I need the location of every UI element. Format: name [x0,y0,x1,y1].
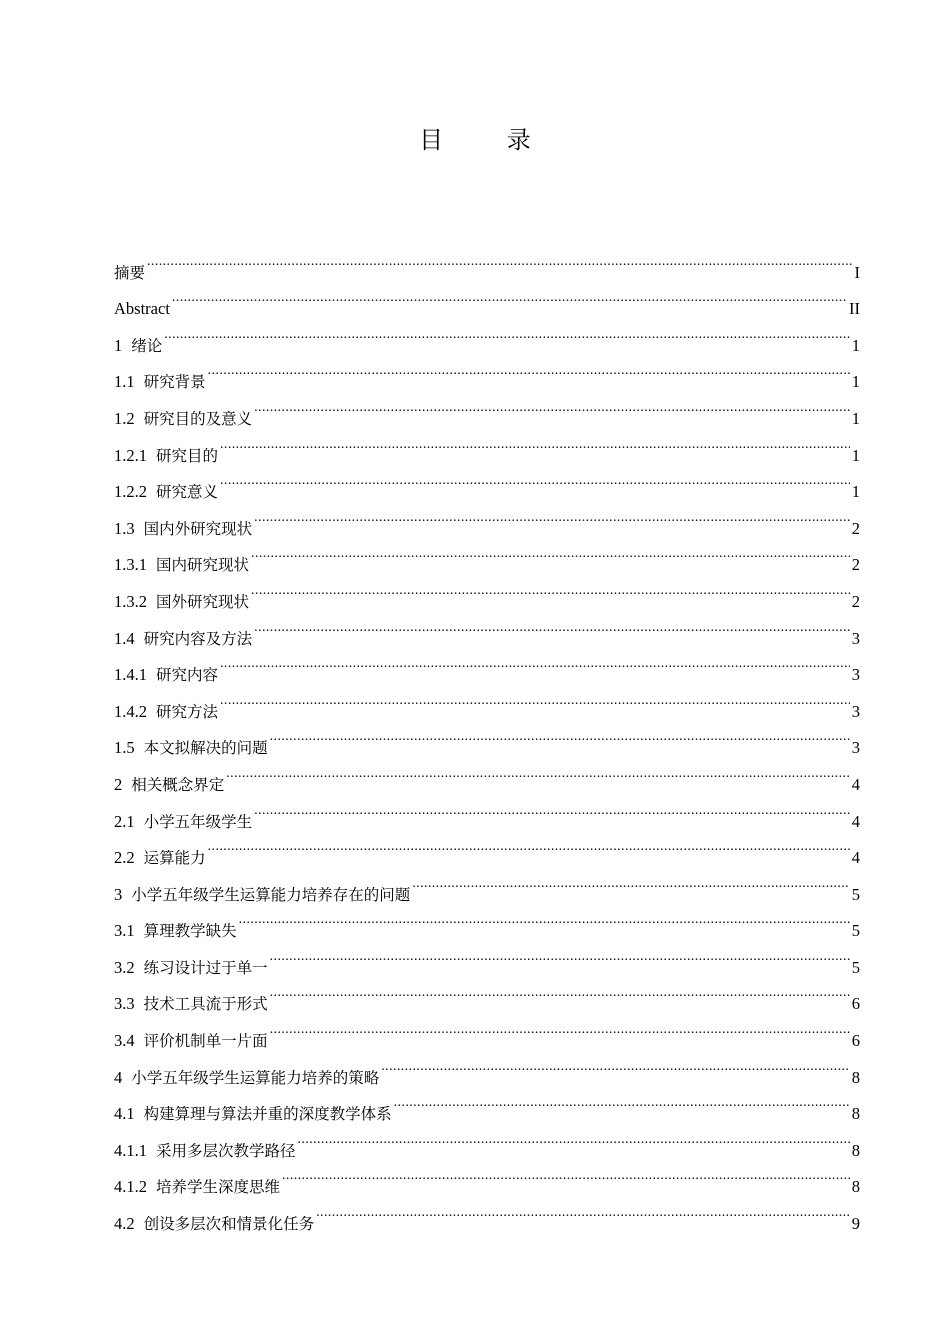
toc-page-number: II [849,299,860,319]
toc-section-number: 1 [114,335,123,355]
toc-page-number: 1 [851,408,860,428]
toc-section-number: 4.2 [114,1214,135,1234]
toc-entry-label [114,986,268,1023]
toc-section-number: 4.1 [114,1104,135,1124]
toc-entry[interactable] [114,680,860,721]
toc-dot-leader [254,387,850,424]
toc-page-number: 2 [851,591,860,611]
toc-dot-leader [220,680,850,717]
toc-entry-label [114,657,218,694]
toc-section-title: 研究背景 [143,373,206,392]
toc-dot-leader [220,461,850,498]
page-title: 目 录 [419,126,559,154]
toc-entry[interactable] [114,314,860,355]
toc-dot-leader [254,790,850,827]
toc-entry[interactable] [114,497,860,538]
toc-dot-leader [270,973,850,1010]
toc-dot-leader [208,351,850,388]
toc-page-number: 1 [851,445,860,465]
toc-section-number: 1.4.2 [114,701,147,721]
toc-section-title: 运算能力 [143,849,206,868]
toc-entry[interactable] [114,461,860,502]
toc-entry[interactable] [114,753,860,794]
toc-page-number: 3 [851,665,860,685]
toc-dot-leader [316,1192,850,1229]
toc-page-number: 8 [851,1067,860,1087]
toc-section-number: 1.4.1 [114,665,147,685]
toc-section-title: 国内外研究现状 [143,519,253,538]
toc-page-number: 4 [851,848,860,868]
toc-section-title: 研究目的及意义 [143,409,253,428]
toc-dot-leader [254,607,850,644]
toc-section-title: 本文拟解决的问题 [143,739,268,758]
toc-section-title: 技术工具流于形式 [143,995,268,1014]
toc-section-number: 3.3 [114,994,135,1014]
toc-entry[interactable] [114,278,860,319]
toc-entry[interactable] [114,644,860,685]
toc-section-title: 研究内容及方法 [143,629,253,648]
toc-page-number: 1 [851,372,860,392]
toc-page-number: 6 [851,1031,860,1051]
toc-dot-leader [251,570,850,607]
toc-page-number: 5 [851,921,860,941]
toc-page-number: 1 [851,335,860,355]
toc-page-number: 3 [851,628,860,648]
toc-section-title: 研究意义 [156,483,219,502]
toc-dot-leader [298,1119,850,1156]
toc-entry[interactable] [114,717,860,758]
toc-section-title: 小学五年级学生运算能力培养的策略 [131,1068,380,1087]
toc-section-number: 3 [114,884,123,904]
toc-dot-leader [282,1156,850,1193]
toc-section-number: 1.2.2 [114,482,147,502]
toc-section-title: 摘要 [114,263,146,282]
toc-entry-label [114,474,218,511]
toc-section-number: 2.1 [114,811,135,831]
toc-section-title: 小学五年级学生 [143,812,253,831]
toc-section-number: 1.1 [114,372,135,392]
toc-entry-label [114,767,224,804]
toc-section-number: 4.1.1 [114,1140,147,1160]
toc-dot-leader [239,900,850,937]
toc-entry-label [114,511,252,548]
toc-dot-leader [254,497,850,534]
toc-entry-label [114,584,249,621]
toc-page-number: 3 [851,701,860,721]
toc-dot-leader [164,314,849,351]
toc-dot-leader [270,1009,850,1046]
toc-section-number: 3.4 [114,1031,135,1051]
toc-section-title: 构建算理与算法并重的深度教学体系 [143,1105,392,1124]
toc-section-number: 1.3.2 [114,591,147,611]
toc-entry-label [114,364,206,401]
toc-dot-leader [412,863,849,900]
toc-entry[interactable] [114,827,860,868]
toc-entry[interactable] [114,351,860,392]
toc-section-title: 创设多层次和情景化任务 [143,1215,315,1234]
toc-section-number: 1.2 [114,408,135,428]
toc-dot-leader [220,424,850,461]
toc-dot-leader [270,717,850,754]
toc-entry-label [114,438,218,475]
toc-entry-label [114,1133,296,1170]
toc-section-number: 1.3.1 [114,555,147,575]
toc-page-number: 5 [851,957,860,977]
toc-entry-label [114,694,218,731]
toc-entry[interactable] [114,790,860,831]
toc-dot-leader [381,1046,849,1083]
toc-entry-label [114,1169,280,1206]
toc-entry-label [114,1023,268,1060]
toc-page-number: 8 [851,1104,860,1124]
toc-section-title: 培养学生深度思维 [156,1178,281,1197]
toc-page-number: I [854,262,860,282]
toc-dot-leader [172,278,847,315]
toc-dot-leader [270,936,850,973]
toc-section-number: 1.4 [114,628,135,648]
toc-dot-leader [226,753,849,790]
toc-page-number: 8 [851,1140,860,1160]
toc-entry-label [114,291,170,328]
toc-section-number: 3.2 [114,957,135,977]
toc-entry[interactable] [114,241,860,282]
toc-page-number: 3 [851,738,860,758]
table-of-contents [114,241,860,1234]
toc-section-title: 国内研究现状 [156,556,250,575]
toc-entry-label [114,950,268,987]
toc-section-title: 采用多层次教学路径 [156,1141,296,1160]
toc-entry-label [114,328,162,365]
toc-section-number: 2.2 [114,848,135,868]
toc-section-number: 4.1.2 [114,1177,147,1197]
toc-dot-leader [147,241,852,278]
toc-page-number: 9 [851,1214,860,1234]
toc-page-number: 4 [851,774,860,794]
toc-entry-label [114,547,249,584]
toc-section-title: 评价机制单一片面 [143,1032,268,1051]
toc-section-title: Abstract [114,299,170,319]
toc-entry-label [114,255,145,292]
toc-section-number: 1.5 [114,738,135,758]
toc-page-number: 2 [851,518,860,538]
toc-section-title: 绪论 [131,336,163,355]
toc-page-number: 5 [851,884,860,904]
toc-entry-label [114,913,237,950]
toc-section-number: 4 [114,1067,123,1087]
toc-page-number: 6 [851,994,860,1014]
toc-section-title: 国外研究现状 [156,592,250,611]
toc-page-number: 2 [851,555,860,575]
toc-page-number: 4 [851,811,860,831]
toc-dot-leader [220,644,850,681]
toc-section-number: 1.2.1 [114,445,147,465]
toc-entry[interactable] [114,863,860,904]
toc-dot-leader [208,827,850,864]
toc-entry-label [114,840,206,877]
toc-section-title: 研究内容 [156,666,219,685]
toc-section-number: 2 [114,774,123,794]
toc-section-number: 1.3 [114,518,135,538]
toc-section-number: 3.1 [114,921,135,941]
toc-section-title: 研究方法 [156,702,219,721]
toc-entry[interactable] [114,424,860,465]
toc-section-title: 算理教学缺失 [143,922,237,941]
toc-dot-leader [394,1083,850,1120]
toc-entry-label [114,1060,379,1097]
toc-section-title: 研究目的 [156,446,219,465]
toc-section-title: 练习设计过于单一 [143,958,268,977]
toc-entry-label [114,1206,314,1243]
toc-section-title: 小学五年级学生运算能力培养存在的问题 [131,885,411,904]
toc-entry[interactable] [114,387,860,428]
toc-section-title: 相关概念界定 [131,775,225,794]
toc-dot-leader [251,534,850,571]
toc-page-number: 1 [851,482,860,502]
toc-page-number: 8 [851,1177,860,1197]
